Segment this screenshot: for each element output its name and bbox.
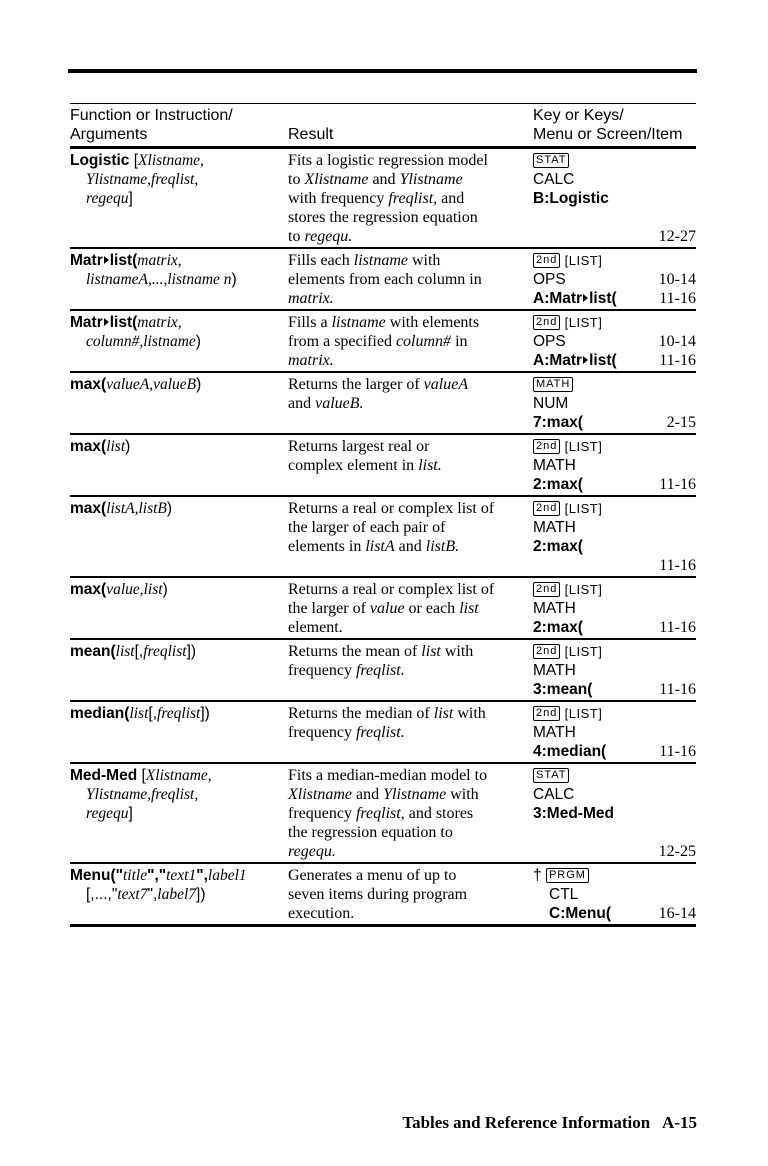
text-fragment: list( <box>589 352 617 369</box>
text-fragment: regequ <box>86 190 129 207</box>
keys-cell <box>533 375 696 432</box>
text-fragment: MATH <box>533 662 576 679</box>
function-cell <box>70 704 285 723</box>
text-fragment: column#,listname <box>86 333 196 350</box>
text-fragment: max( <box>70 376 107 393</box>
2nd-key: 2nd <box>533 439 560 454</box>
page-ref: 11-16 <box>659 619 696 636</box>
text-fragment: Ylistname,freqlist, <box>86 171 199 188</box>
text-fragment: text7 <box>117 886 148 903</box>
table-row <box>70 249 696 311</box>
text-fragment: ] <box>128 805 133 822</box>
text-fragment: with <box>440 643 474 660</box>
text-fragment: list <box>129 705 149 722</box>
2nd-key: 2nd <box>533 501 560 516</box>
header-function: Function or Instruction/ <box>70 107 233 124</box>
text-fragment: with <box>407 252 441 269</box>
table-row <box>70 864 696 927</box>
text-fragment: [LIST] <box>564 644 603 659</box>
function-cell <box>70 375 285 394</box>
text-fragment: 3:mean( <box>533 681 593 698</box>
text-fragment: Xlistname <box>288 786 352 803</box>
text-fragment: the larger of each pair of <box>288 519 446 536</box>
keys-cell <box>533 866 696 923</box>
text-fragment: B:Logistic <box>533 190 609 207</box>
2nd-key: 2nd <box>533 582 560 597</box>
table-row <box>70 702 696 764</box>
text-fragment: Xlistname, <box>145 767 212 784</box>
arrow-right-icon <box>104 256 109 264</box>
text-fragment: from a specified <box>288 333 396 350</box>
page-ref: 11-16 <box>659 352 696 369</box>
text-fragment: [LIST] <box>564 315 603 330</box>
text-fragment: ", <box>196 867 208 884</box>
page-ref: 11-16 <box>659 476 696 493</box>
text-fragment: 3:Med-Med <box>533 805 614 822</box>
text-fragment: and <box>437 190 465 207</box>
text-fragment: [,...," <box>86 886 118 903</box>
text-fragment: and <box>368 171 400 188</box>
text-fragment: and <box>288 395 316 412</box>
text-fragment: list. <box>418 457 442 474</box>
text-fragment: freqlist <box>157 705 201 722</box>
text-fragment: element. <box>288 619 343 636</box>
text-fragment: listname <box>353 252 408 269</box>
text-fragment: MATH <box>533 457 576 474</box>
result-cell <box>288 151 535 246</box>
page-footer <box>402 1113 697 1133</box>
table-row <box>70 764 696 864</box>
text-fragment: complex element in <box>288 457 419 474</box>
keys-cell <box>533 437 696 494</box>
page-ref: 10-14 <box>658 333 696 350</box>
function-cell <box>70 642 285 661</box>
2nd-key: 2nd <box>533 253 560 268</box>
text-fragment: listB. <box>425 538 460 555</box>
function-cell <box>70 251 285 289</box>
text-fragment: Returns the larger of <box>288 376 424 393</box>
text-fragment: [ <box>137 767 146 784</box>
text-fragment: to <box>288 228 305 245</box>
text-fragment: and <box>394 538 426 555</box>
function-cell <box>70 580 285 599</box>
arrow-right-icon <box>104 318 109 326</box>
text-fragment: ) <box>166 500 173 517</box>
text-fragment: frequency <box>288 724 356 741</box>
text-fragment: stores the regression equation <box>288 209 478 226</box>
page-ref: 12-27 <box>658 228 696 245</box>
text-fragment: list <box>459 600 479 617</box>
header-arguments: Arguments <box>70 126 148 143</box>
result-cell <box>288 766 535 861</box>
text-fragment: valueB. <box>315 395 364 412</box>
text-fragment: Ylistname,freqlist, <box>86 786 199 803</box>
text-fragment: and stores <box>404 805 474 822</box>
keys-cell <box>533 642 696 699</box>
text-fragment: list( <box>109 252 138 269</box>
text-fragment: frequency <box>288 805 356 822</box>
text-fragment: Matr <box>70 314 103 331</box>
text-fragment: ) <box>196 376 202 393</box>
text-fragment: execution. <box>288 905 355 922</box>
text-fragment: ]) <box>196 886 206 903</box>
page-ref: 12-25 <box>658 843 696 860</box>
text-fragment: regequ <box>86 805 129 822</box>
text-fragment: listA <box>365 538 395 555</box>
text-fragment: ", <box>147 886 158 903</box>
text-fragment: regequ. <box>304 228 353 245</box>
function-cell <box>70 313 285 351</box>
stat-key: STAT <box>533 768 569 783</box>
text-fragment: freqlist, <box>388 190 438 207</box>
text-fragment: with <box>453 705 486 722</box>
text-fragment: matrix, <box>137 314 182 331</box>
result-cell <box>288 580 535 637</box>
text-fragment: freqlist, <box>355 805 405 822</box>
text-fragment: Med-Med <box>70 767 138 784</box>
2nd-key: 2nd <box>533 706 560 721</box>
text-fragment: [, <box>148 705 158 722</box>
table-row <box>70 578 696 640</box>
text-fragment: freqlist <box>143 643 187 660</box>
text-fragment: ]) <box>200 705 210 722</box>
text-fragment: [, <box>134 643 144 660</box>
page-ref: 2-15 <box>666 414 696 431</box>
keys-cell <box>533 313 696 370</box>
function-cell <box>70 499 285 518</box>
top-rule <box>68 69 697 73</box>
2nd-key: 2nd <box>533 644 560 659</box>
text-fragment: OPS <box>533 271 566 288</box>
text-fragment: regequ. <box>288 843 336 860</box>
text-fragment: Fills a <box>288 314 332 331</box>
text-fragment: label7 <box>157 886 197 903</box>
text-fragment: MATH <box>533 600 576 617</box>
function-cell <box>70 766 285 823</box>
text-fragment: with elements <box>385 314 480 331</box>
text-fragment: ] <box>128 190 133 207</box>
text-fragment: Matr <box>70 252 103 269</box>
text-fragment: in <box>451 333 468 350</box>
keys-cell <box>533 251 696 308</box>
text-fragment: Returns the median of <box>288 705 434 722</box>
text-fragment: CALC <box>533 171 575 188</box>
text-fragment: freqlist. <box>355 662 405 679</box>
text-fragment: list <box>106 438 126 455</box>
result-cell <box>288 313 535 370</box>
table-row <box>70 373 696 435</box>
table-row <box>70 435 696 497</box>
text-fragment: Fits a logistic regression model <box>288 152 488 169</box>
reference-table <box>70 103 696 927</box>
text-fragment: value <box>369 600 405 617</box>
keys-cell <box>533 151 696 246</box>
text-fragment: Fits a median-median model to <box>288 767 488 784</box>
text-fragment: Generates a menu of up to <box>288 867 457 884</box>
text-fragment: the larger of <box>288 600 370 617</box>
dagger-mark: † <box>533 867 542 884</box>
text-fragment: text1 <box>166 867 197 884</box>
result-cell <box>288 642 535 680</box>
text-fragment: C:Menu( <box>549 905 611 922</box>
arrow-right-icon <box>583 294 588 302</box>
text-fragment: max( <box>70 438 107 455</box>
keys-cell <box>533 580 696 637</box>
text-fragment: list <box>421 643 441 660</box>
text-fragment: ) <box>231 271 237 288</box>
text-fragment: A:Matr <box>533 352 583 369</box>
result-cell <box>288 437 535 475</box>
header-keys: Key or Keys/ <box>533 107 624 124</box>
result-cell <box>288 704 535 742</box>
text-fragment: max( <box>70 581 107 598</box>
table-row <box>70 497 696 578</box>
text-fragment: MATH <box>533 519 576 536</box>
text-fragment: 2:max( <box>533 476 583 493</box>
prgm-key: PRGM <box>546 868 589 883</box>
text-fragment: Menu(" <box>70 867 123 884</box>
text-fragment: list <box>115 643 135 660</box>
text-fragment: list( <box>589 290 617 307</box>
text-fragment: value,list <box>106 581 163 598</box>
text-fragment: elements in <box>288 538 366 555</box>
function-cell <box>70 151 285 208</box>
text-fragment: listname <box>331 314 386 331</box>
text-fragment: 4:median( <box>533 743 607 760</box>
table-row <box>70 149 696 249</box>
text-fragment: OPS <box>533 333 566 350</box>
result-cell <box>288 375 535 413</box>
text-fragment: or each <box>404 600 460 617</box>
text-fragment: ) <box>195 333 201 350</box>
footer-page-number: A-15 <box>662 1113 697 1132</box>
text-fragment: [ <box>129 152 139 169</box>
text-fragment: valueA <box>423 376 469 393</box>
text-fragment: [LIST] <box>564 501 603 516</box>
text-fragment: [LIST] <box>564 253 603 268</box>
page-ref: 11-16 <box>659 681 696 698</box>
2nd-key: 2nd <box>533 315 560 330</box>
keys-cell <box>533 704 696 761</box>
text-fragment: ]) <box>186 643 197 660</box>
table-row <box>70 311 696 373</box>
arrow-right-icon <box>583 356 588 364</box>
text-fragment: 7:max( <box>533 414 583 431</box>
text-fragment: "," <box>147 867 167 884</box>
text-fragment: Ylistname <box>383 786 447 803</box>
text-fragment: valueA,valueB <box>106 376 197 393</box>
text-fragment: the regression equation to <box>288 824 453 841</box>
table-header <box>70 103 696 149</box>
text-fragment: frequency <box>288 662 356 679</box>
footer-title: Tables and Reference Information <box>402 1113 651 1132</box>
page-ref: 11-16 <box>659 743 696 760</box>
text-fragment: ) <box>125 438 131 455</box>
math-key: MATH <box>533 377 573 392</box>
text-fragment: Returns a real or complex list of <box>288 581 495 598</box>
text-fragment: CTL <box>549 886 579 903</box>
text-fragment: matrix. <box>288 352 334 369</box>
text-fragment: label1 <box>207 867 247 884</box>
function-cell <box>70 866 285 904</box>
text-fragment: list <box>433 705 454 722</box>
text-fragment: to <box>288 171 305 188</box>
text-fragment: Returns the mean of <box>288 643 422 660</box>
text-fragment: Fills each <box>288 252 354 269</box>
page-ref: 10-14 <box>658 271 696 288</box>
header-menu: Menu or Screen/Item <box>533 126 683 143</box>
page-ref: 16-14 <box>658 905 696 922</box>
text-fragment: with frequency <box>288 190 389 207</box>
text-fragment: median( <box>70 705 130 722</box>
text-fragment: ) <box>162 581 168 598</box>
text-fragment: list( <box>109 314 138 331</box>
keys-cell <box>533 766 696 861</box>
result-cell <box>288 251 535 308</box>
text-fragment: mean( <box>70 643 116 660</box>
text-fragment: column# <box>395 333 452 350</box>
page-ref: 11-16 <box>659 557 696 574</box>
text-fragment: CALC <box>533 786 575 803</box>
text-fragment: MATH <box>533 724 576 741</box>
text-fragment: [LIST] <box>564 439 603 454</box>
header-result: Result <box>288 126 334 143</box>
text-fragment: [LIST] <box>564 706 603 721</box>
text-fragment: Xlistname <box>304 171 369 188</box>
stat-key: STAT <box>533 153 569 168</box>
text-fragment: NUM <box>533 395 569 412</box>
text-fragment: and <box>352 786 384 803</box>
result-cell <box>288 866 535 923</box>
function-cell <box>70 437 285 456</box>
text-fragment: with <box>446 786 479 803</box>
text-fragment: [LIST] <box>564 582 603 597</box>
text-fragment: listnameA,...,listname n <box>86 271 232 288</box>
text-fragment: Xlistname, <box>138 152 204 169</box>
text-fragment: listA,listB <box>106 500 167 517</box>
text-fragment: Returns largest real or <box>288 438 430 455</box>
text-fragment: elements from each column in <box>288 271 482 288</box>
text-fragment: freqlist. <box>355 724 405 741</box>
text-fragment: matrix. <box>288 290 334 307</box>
page-ref: 11-16 <box>659 290 696 307</box>
table-row <box>70 640 696 702</box>
text-fragment: Returns a real or complex list of <box>288 500 495 517</box>
text-fragment: A:Matr <box>533 290 583 307</box>
keys-cell <box>533 499 696 575</box>
text-fragment: matrix, <box>137 252 182 269</box>
text-fragment: 2:max( <box>533 619 583 636</box>
text-fragment: Ylistname <box>399 171 463 188</box>
text-fragment: title <box>122 867 148 884</box>
text-fragment: 2:max( <box>533 538 583 555</box>
text-fragment: max( <box>70 500 107 517</box>
text-fragment: Logistic <box>70 152 130 169</box>
text-fragment: seven items during program <box>288 886 468 903</box>
result-cell <box>288 499 535 556</box>
